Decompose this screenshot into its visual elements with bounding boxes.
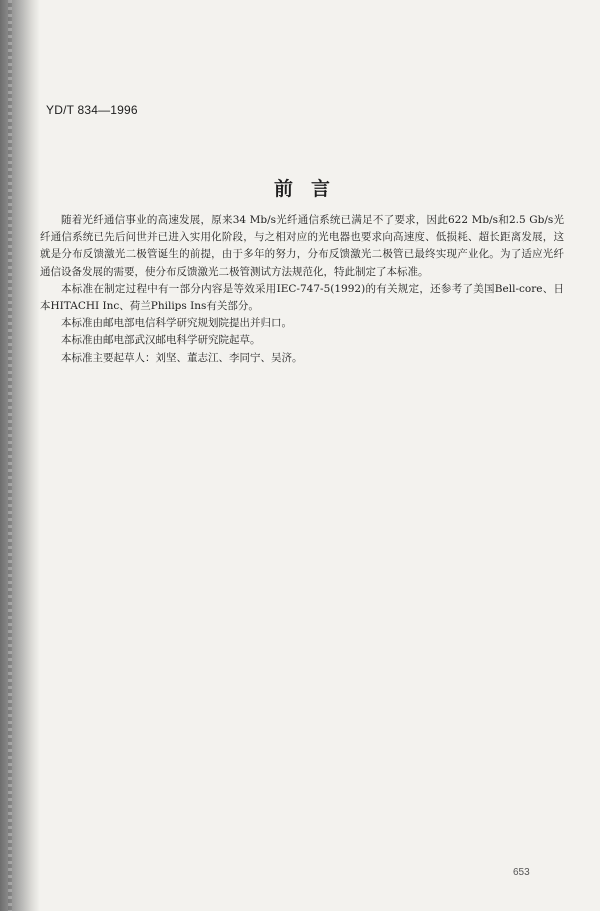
page-binding-shadow [0,0,40,911]
paragraph-drafter: 本标准由邮电部武汉邮电科学研究院起草。 [61,334,261,347]
page-number: 653 [513,867,530,878]
paragraph-references: 本标准在制定过程中有一部分内容是等效采用IEC-747-5(1992)的有关规定，还参考了美国Bell-core、日本HITACHI Inc、荷兰Philips Ins有关部分。 [40,282,564,313]
paragraph-intro: 随着光纤通信事业的高速发展，原来34 Mb/s光纤通信系统已满足不了要求，因此622 Mb/s和2.5 Gb/s光纤通信系统已先后问世并已进入实用化阶段，与之相对应的光电器也要求向高速度、低损耗、超长距离发展，这就是分布反馈激光二极管诞生的前提，由于多年的努力，分布反馈激光二极管已最终实现产业化。为了适应光纤通信设备发展的需要，使分布反馈激光二极管测试方法规范化，特此制定了本标准。 [40,214,564,278]
paragraph-proposer: 本标准由邮电部电信科学研究规划院提出并归口。 [61,317,292,330]
standard-code: YD/T 834—1996 [46,103,138,117]
page-title: 前言 [273,178,348,200]
paragraph-authors: 本标准主要起草人：刘坚、董志江、李同宁、吴济。 [61,351,303,364]
document-body [40,212,564,367]
